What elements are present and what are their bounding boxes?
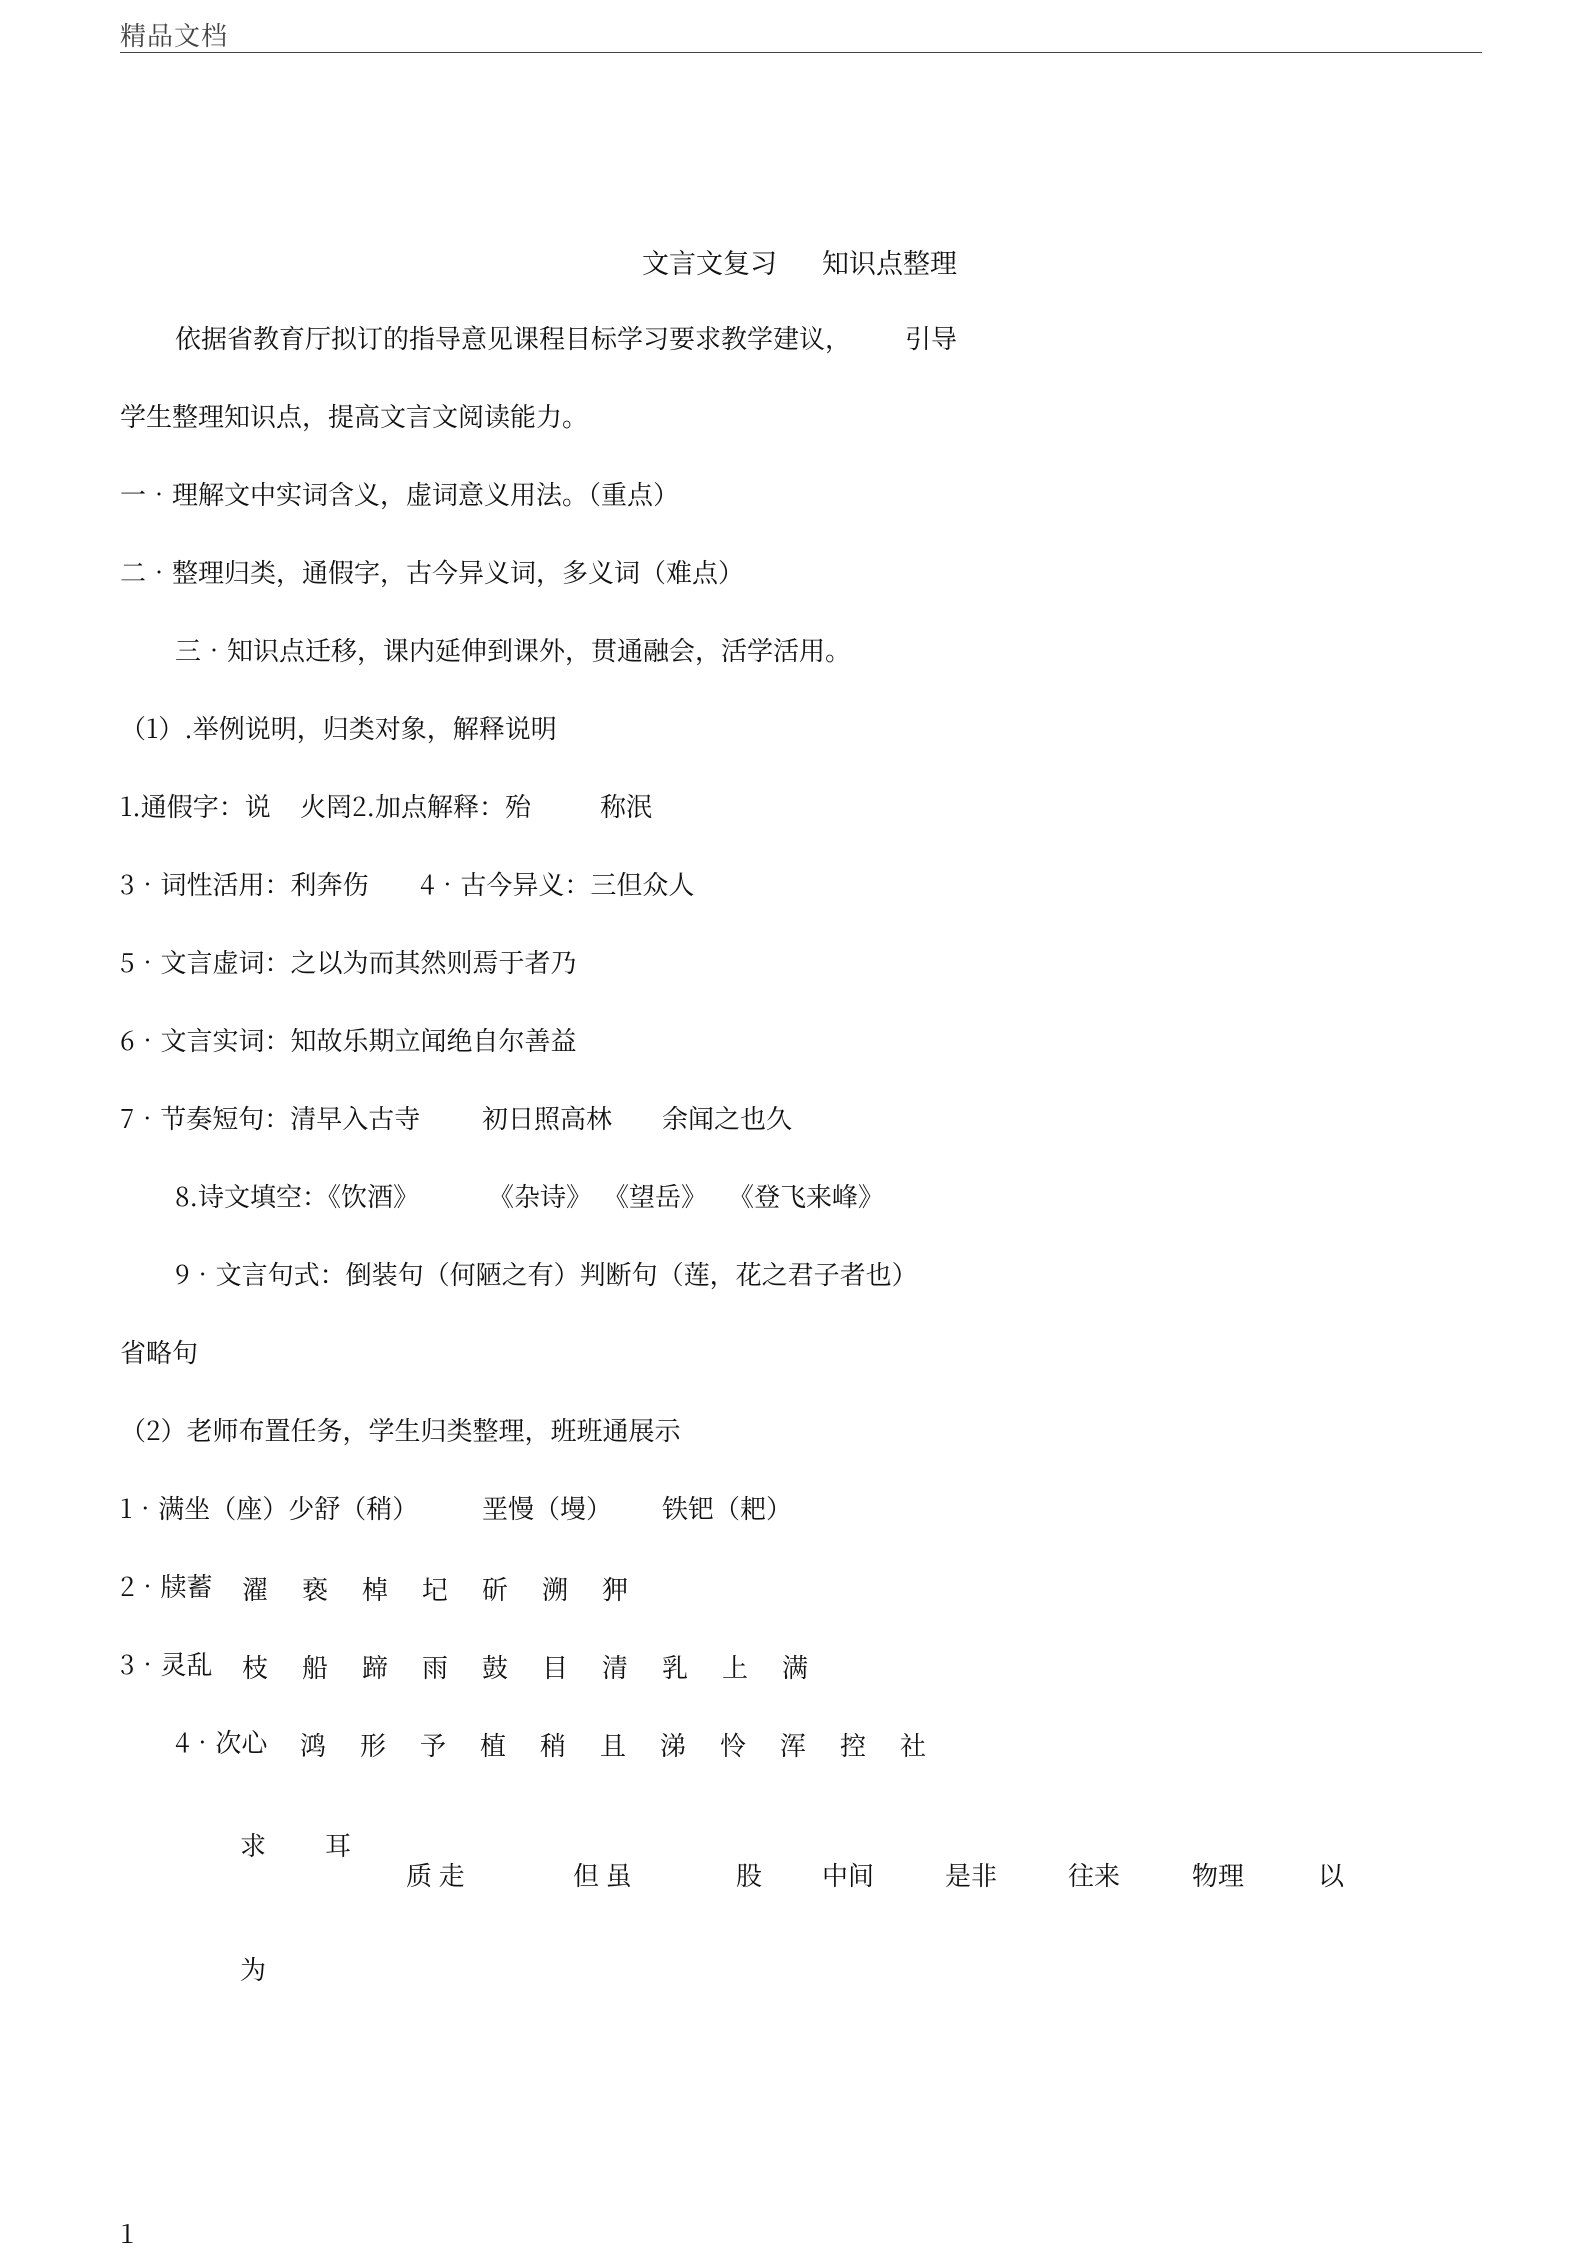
word-item: 股 xyxy=(736,1856,763,1893)
task-2-word: 濯 xyxy=(242,1570,269,1607)
item-6: 6•文言实词：知故乐期立闻绝自尔善益 xyxy=(120,1021,577,1058)
task-2-word: 狎 xyxy=(602,1570,629,1607)
task-3-word: 满 xyxy=(782,1648,809,1685)
task-4-word: 且 xyxy=(600,1726,627,1763)
item-3: 3•词性活用：利奔伤 xyxy=(120,865,369,902)
word-er: 耳 xyxy=(325,1826,352,1863)
goal-3: 三•知识点迁移，课内延伸到课外，贯通融会，活学活用。 xyxy=(175,631,852,668)
item-7-c: 余闻之也久 xyxy=(662,1099,793,1136)
task-3-word: 蹄 xyxy=(362,1648,389,1685)
task-3-word: 目 xyxy=(542,1648,569,1685)
task-1-b: 垩慢（墁） xyxy=(482,1489,613,1526)
word-item: 是非 xyxy=(945,1856,998,1893)
goal-1: 一•理解文中实词含义，虚词意义用法。（重点） xyxy=(120,475,680,512)
intro-line-2: 学生整理知识点，提高文言文阅读能力。 xyxy=(120,397,589,434)
item-7-a: 7•节奏短句：清早入古寺 xyxy=(120,1099,421,1136)
word-qiu: 求 xyxy=(240,1826,267,1863)
title-part-2: 知识点整理 xyxy=(822,242,957,281)
item-5: 5•文言虚词：之以为而其然则焉于者乃 xyxy=(120,943,577,980)
item-8-c: 《望岳》 xyxy=(603,1177,708,1214)
intro-line-1-tail: 引导 xyxy=(905,319,958,356)
task-3-word: 枝 xyxy=(242,1648,269,1685)
item-8-d: 《登飞来峰》 xyxy=(728,1177,885,1214)
goal-2: 二•整理归类，通假字，古今异义词，多义词（难点） xyxy=(120,553,745,590)
task-4-prefix: 4•次心 xyxy=(175,1723,268,1760)
item-4: 4•古今异义：三但众人 xyxy=(420,865,695,902)
task-4-word: 社 xyxy=(900,1726,927,1763)
document-header: 精品文档 xyxy=(120,16,229,53)
item-8-b: 《杂诗》 xyxy=(488,1177,593,1214)
task-3-prefix: 3•灵乱 xyxy=(120,1645,213,1682)
word-item: 质 走 xyxy=(406,1856,465,1893)
task-3-word: 清 xyxy=(602,1648,629,1685)
item-9-continued: 省略句 xyxy=(120,1333,199,1370)
task-3-word: 船 xyxy=(302,1648,329,1685)
task-2-word: 棹 xyxy=(362,1570,389,1607)
item-8-a: 8.诗文填空：《饮酒》 xyxy=(175,1177,420,1214)
section-2-heading: （2）老师布置任务，学生归类整理，班班通展示 xyxy=(120,1411,681,1448)
task-3-word: 雨 xyxy=(422,1648,449,1685)
task-4-word: 稍 xyxy=(540,1726,567,1763)
word-item: 以 xyxy=(1318,1856,1345,1893)
task-3-word: 上 xyxy=(722,1648,749,1685)
task-2-prefix: 2•牍蓄 xyxy=(120,1567,213,1604)
task-4-word: 予 xyxy=(420,1726,447,1763)
task-4-word: 鸿 xyxy=(300,1726,327,1763)
task-2-word: 亵 xyxy=(302,1570,329,1607)
header-divider xyxy=(120,52,1482,53)
task-4-word: 浑 xyxy=(780,1726,807,1763)
section-1-heading: （1）.举例说明，归类对象，解释说明 xyxy=(120,709,557,746)
word-wei: 为 xyxy=(240,1950,267,1987)
item-7-b: 初日照高林 xyxy=(482,1099,613,1136)
word-item: 往来 xyxy=(1068,1856,1121,1893)
task-4-word: 控 xyxy=(840,1726,867,1763)
task-3-word: 乳 xyxy=(662,1648,689,1685)
item-9: 9•文言句式：倒装句（何陋之有）判断句（莲，花之君子者也） xyxy=(175,1255,918,1292)
page-number: 1 xyxy=(120,2214,135,2251)
word-item: 物理 xyxy=(1192,1856,1245,1893)
task-1-c: 铁钯（耙） xyxy=(662,1489,793,1526)
task-4-word: 怜 xyxy=(720,1726,747,1763)
title-part-1: 文言文复习 xyxy=(642,242,777,281)
task-2-word: 溯 xyxy=(542,1570,569,1607)
item-1-a: 1.通假字：说 xyxy=(120,787,271,824)
task-1-a: 1•满坐（座）少舒（稍） xyxy=(120,1489,419,1526)
task-4-word: 植 xyxy=(480,1726,507,1763)
task-4-word: 形 xyxy=(360,1726,387,1763)
item-1-c: 称泯 xyxy=(600,787,653,824)
word-item: 但 虽 xyxy=(573,1856,632,1893)
task-2-word: 圮 xyxy=(422,1570,449,1607)
intro-line-1: 依据省教育厅拟订的指导意见课程目标学习要求教学建议， xyxy=(175,319,852,356)
item-1-b: 火罔2.加点解释：殆 xyxy=(300,787,532,824)
task-3-word: 鼓 xyxy=(482,1648,509,1685)
word-item: 中间 xyxy=(822,1856,875,1893)
task-4-word: 涕 xyxy=(660,1726,687,1763)
task-2-word: 斫 xyxy=(482,1570,509,1607)
